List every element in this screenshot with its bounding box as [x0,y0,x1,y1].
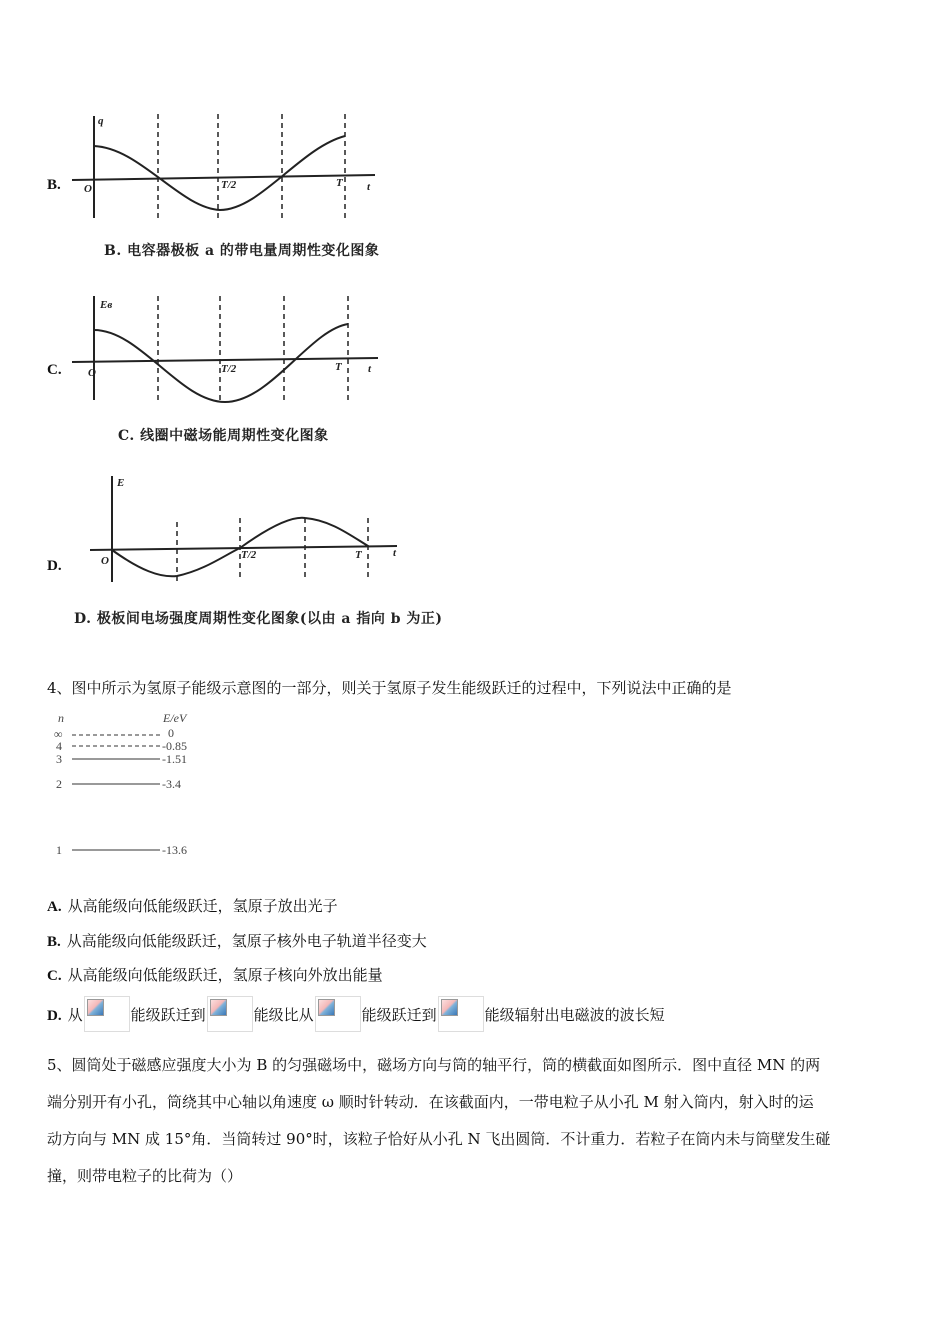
tick-full-label: T [336,177,343,189]
y-axis-label: Eв [100,299,113,311]
svg-text:0: 0 [168,726,174,740]
energy-level-diagram [48,708,248,863]
option-d-plot [85,470,405,590]
question-4-stem: 4、图中所示为氢原子能级示意图的一部分，则关于氢原子发生能级跃迁的过程中，下列说法中正确的是 [47,679,732,697]
svg-text:-0.85: -0.85 [162,739,187,753]
tick-half-label: T/2 [241,549,257,561]
y-axis-label: q [98,115,104,127]
charge-curve [94,136,345,210]
x-axis-label: t [393,547,397,559]
n-header: n [58,711,64,725]
q4-option-d[interactable]: D. 从 能级跃迁到 能级比从 能级跃迁到 能级辐射出电磁波的波长短 [47,996,665,1032]
x-axis-label: t [368,363,372,375]
svg-text:2: 2 [56,777,62,791]
option-c-label: C. [47,362,62,378]
broken-image-icon [438,996,484,1032]
tick-half-label: T/2 [221,179,237,191]
option-b-label: B. [47,177,61,193]
y-axis-label: E [117,477,125,489]
origin-label: O [101,555,109,567]
origin-label: O [88,367,96,379]
q4-option-c[interactable]: C. 从高能级向低能级跃迁，氢原子核向外放出能量 [47,966,383,984]
option-b-plot [70,108,390,233]
svg-text:∞: ∞ [54,727,63,741]
tick-full-label: T [355,549,362,561]
q4-option-a[interactable]: A. 从高能级向低能级跃迁，氢原子放出光子 [47,897,338,915]
q4-option-b[interactable]: B. 从高能级向低能级跃迁，氢原子核外电子轨道半径变大 [47,932,427,950]
x-axis-label: t [367,181,371,193]
e-header: E/eV [163,711,187,725]
broken-image-icon [315,996,361,1032]
svg-text:-1.51: -1.51 [162,752,187,766]
option-b-caption: B. 电容器极板 a 的带电量周期性变化图象 [104,243,380,259]
option-c-plot [70,290,390,415]
broken-image-icon [84,996,130,1032]
svg-text:-13.6: -13.6 [162,843,187,857]
option-c-caption: C. 线圈中磁场能周期性变化图象 [118,428,329,444]
option-d-label: D. [47,558,62,574]
tick-half-label: T/2 [221,363,237,375]
origin-label: O [84,183,92,195]
question-5-stem: 5、圆筒处于磁感应强度大小为 B 的匀强磁场中，磁场方向与筒的轴平行，筒的横截面如图所示．图中直径 MN 的两 端分别开有小孔，筒绕其中心轴以角速度 ω 顺时针转动．在该截面内，一带电粒子从小孔 M 射入筒内，射入时的运 动方向与 MN 成 15°角．当筒转过 90°时，该粒子恰好从小孔 N 飞出圆筒．不计重力．若粒子在筒内未与筒壁发生碰 撞，则带电粒子的比荷为（） [47,1056,831,1185]
svg-text:3: 3 [56,752,62,766]
broken-image-icon [207,996,253,1032]
svg-text:1: 1 [56,843,62,857]
svg-text:-3.4: -3.4 [162,777,181,791]
option-d-caption: D. 极板间电场强度周期性变化图象(以由 a 指向 b 为正) [74,611,443,627]
svg-text:4: 4 [56,739,62,753]
tick-full-label: T [335,361,342,373]
